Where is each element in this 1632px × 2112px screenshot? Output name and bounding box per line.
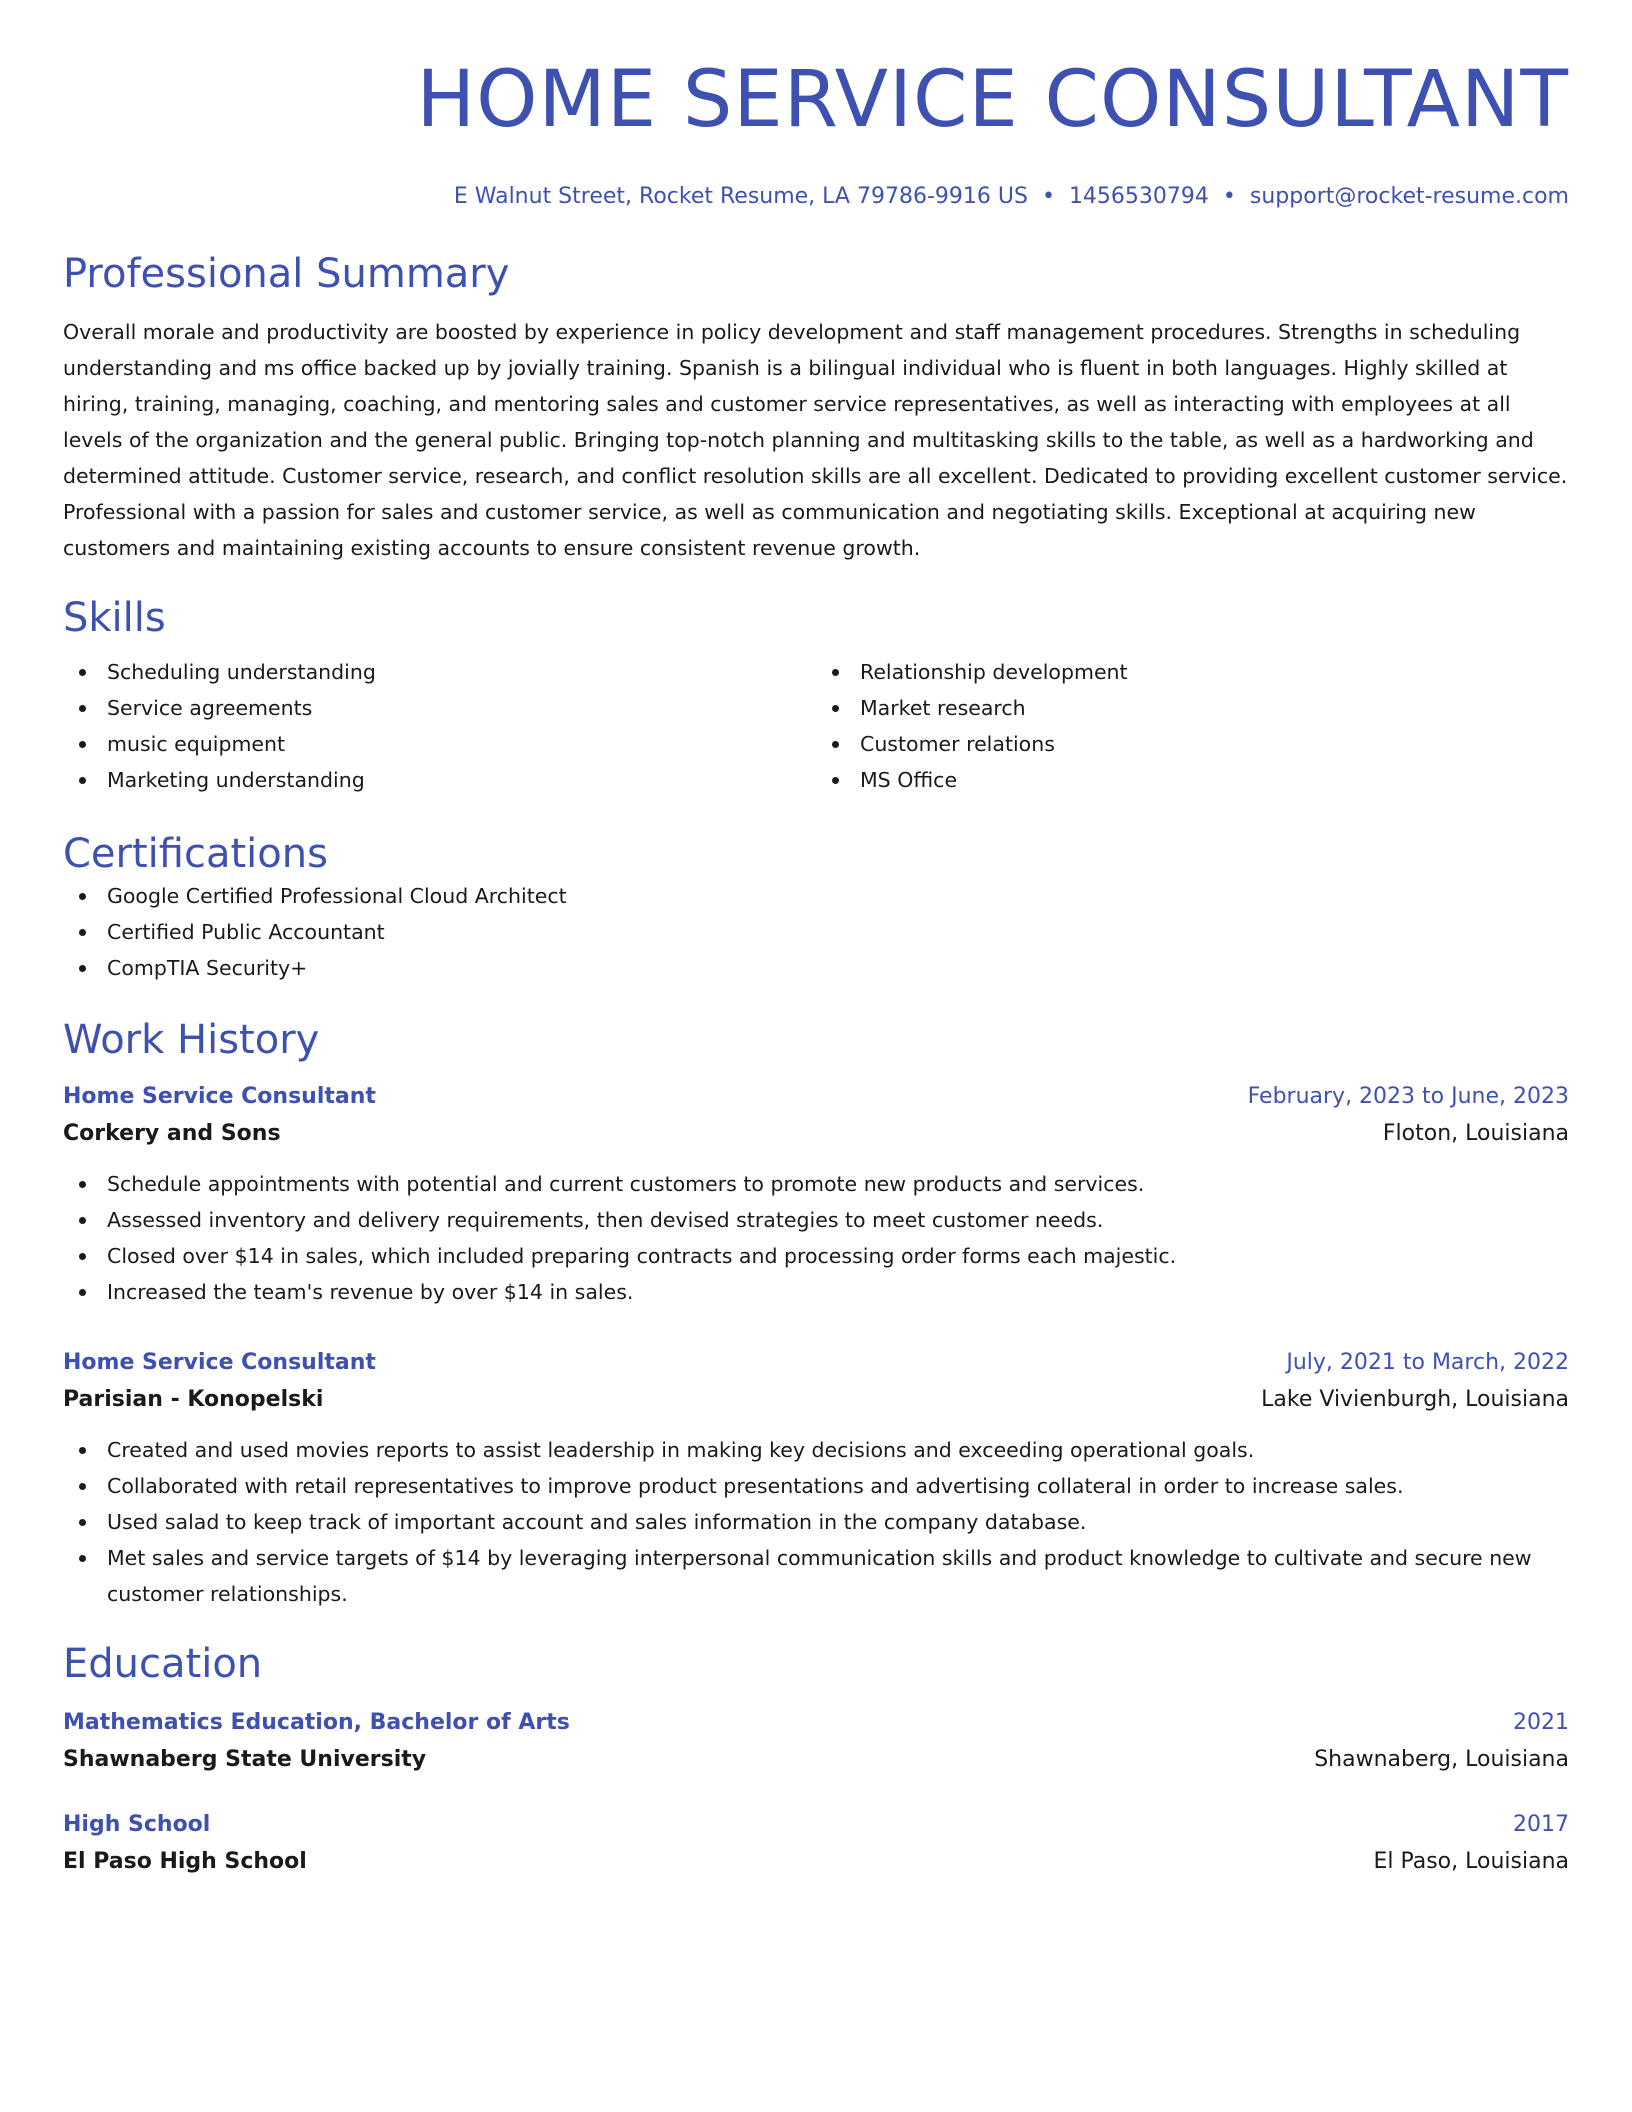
resume-header bbox=[63, 0, 1569, 212]
contact-address: E Walnut Street, Rocket Resume, LA 79786-9916 US bbox=[453, 184, 1028, 209]
skill-item: Marketing understanding bbox=[63, 762, 816, 798]
candidate-title: HOME SERVICE CONSULTANT bbox=[416, 55, 1569, 145]
education-degree: Mathematics Education, Bachelor of Arts bbox=[63, 1710, 570, 1735]
job-role: Home Service Consultant bbox=[63, 1350, 376, 1375]
skills-list bbox=[63, 654, 1569, 798]
skill-item: Customer relations bbox=[816, 726, 1569, 762]
education-degree-row bbox=[63, 1808, 1569, 1842]
job-duty: Schedule appointments with potential and current customers to promote new products and services. bbox=[63, 1166, 1569, 1202]
job-duty: Created and used movies reports to assist leadership in making key decisions and exceeding operational goals. bbox=[63, 1432, 1569, 1468]
certification-item: Certified Public Accountant bbox=[63, 914, 1569, 950]
skill-item: Service agreements bbox=[63, 690, 816, 726]
job-header-row bbox=[63, 1346, 1569, 1380]
skills-column-left bbox=[63, 654, 816, 798]
education-location: Shawnaberg, Louisiana bbox=[1314, 1747, 1569, 1772]
work-history-heading: Work History bbox=[63, 1017, 320, 1063]
job-entry bbox=[63, 1346, 1569, 1612]
summary-heading: Professional Summary bbox=[63, 251, 510, 297]
education-entry bbox=[63, 1706, 1569, 1780]
job-dates: July, 2021 to March, 2022 bbox=[1286, 1350, 1569, 1375]
certifications-heading: Certifications bbox=[63, 831, 328, 877]
job-duty: Met sales and service targets of $14 by leveraging interpersonal communication skills and product knowledge to cultivate and secure new customer relationships. bbox=[63, 1540, 1569, 1612]
education-school: El Paso High School bbox=[63, 1849, 307, 1874]
contact-separator: • bbox=[1222, 184, 1236, 209]
job-dates: February, 2023 to June, 2023 bbox=[1247, 1084, 1569, 1109]
certifications-list bbox=[63, 878, 1569, 986]
job-duty: Collaborated with retail representatives to improve product presentations and advertising collateral in order to increase sales. bbox=[63, 1468, 1569, 1504]
education-school-row bbox=[63, 1842, 1569, 1882]
job-duties bbox=[63, 1166, 1569, 1310]
contact-line bbox=[63, 182, 1569, 212]
skill-item: Scheduling understanding bbox=[63, 654, 816, 690]
job-location: Floton, Louisiana bbox=[1382, 1121, 1569, 1146]
contact-separator: • bbox=[1041, 184, 1055, 209]
job-duty: Increased the team's revenue by over $14 in sales. bbox=[63, 1274, 1569, 1310]
job-duties bbox=[63, 1432, 1569, 1612]
job-company-row bbox=[63, 1114, 1569, 1154]
skills-column-right bbox=[816, 654, 1569, 798]
certification-item: Google Certified Professional Cloud Architect bbox=[63, 878, 1569, 914]
education-school: Shawnaberg State University bbox=[63, 1747, 427, 1772]
skill-item: Relationship development bbox=[816, 654, 1569, 690]
job-role: Home Service Consultant bbox=[63, 1084, 376, 1109]
education-degree: High School bbox=[63, 1812, 211, 1837]
job-location: Lake Vivienburgh, Louisiana bbox=[1261, 1387, 1569, 1412]
skill-item: music equipment bbox=[63, 726, 816, 762]
job-duty: Closed over $14 in sales, which included preparing contracts and processing order forms each majestic. bbox=[63, 1238, 1569, 1274]
job-duty: Used salad to keep track of important account and sales information in the company database. bbox=[63, 1504, 1569, 1540]
summary-text: Overall morale and productivity are boosted by experience in policy development and staff management procedures. Strengths in scheduling understanding and ms office backed up by jovially training. Spanish is a bilingual individual who is fluent in both languages. Highly skilled at hiring, training, managing, coaching, and mentoring sales and customer service representatives, as well as interacting with employees at all levels of the organization and the general public. Bringing top-notch planning and multitasking skills to the table, as well as a hardworking and determined attitude. Customer service, research, and conflict resolution skills are all excellent. Dedicated to providing excellent customer service. Professional with a passion for sales and customer service, as well as communication and negotiating skills. Exceptional at acquiring new customers and maintaining existing accounts to ensure consistent revenue growth. bbox=[63, 320, 1568, 560]
education-degree-row bbox=[63, 1706, 1569, 1740]
job-company: Parisian - Konopelski bbox=[63, 1387, 324, 1412]
education-year: 2017 bbox=[1513, 1812, 1569, 1837]
job-duty: Assessed inventory and delivery requirements, then devised strategies to meet customer needs. bbox=[63, 1202, 1569, 1238]
education-school-row bbox=[63, 1740, 1569, 1780]
job-company: Corkery and Sons bbox=[63, 1121, 281, 1146]
job-entry bbox=[63, 1080, 1569, 1310]
skills-heading: Skills bbox=[63, 595, 166, 641]
skill-item: MS Office bbox=[816, 762, 1569, 798]
education-year: 2021 bbox=[1513, 1710, 1569, 1735]
education-location: El Paso, Louisiana bbox=[1373, 1849, 1569, 1874]
contact-email: support@rocket-resume.com bbox=[1249, 184, 1569, 209]
job-company-row bbox=[63, 1380, 1569, 1420]
contact-phone: 1456530794 bbox=[1068, 184, 1209, 209]
education-heading: Education bbox=[63, 1641, 263, 1687]
education-entry bbox=[63, 1808, 1569, 1882]
certification-item: CompTIA Security+ bbox=[63, 950, 1569, 986]
skill-item: Market research bbox=[816, 690, 1569, 726]
job-header-row bbox=[63, 1080, 1569, 1114]
